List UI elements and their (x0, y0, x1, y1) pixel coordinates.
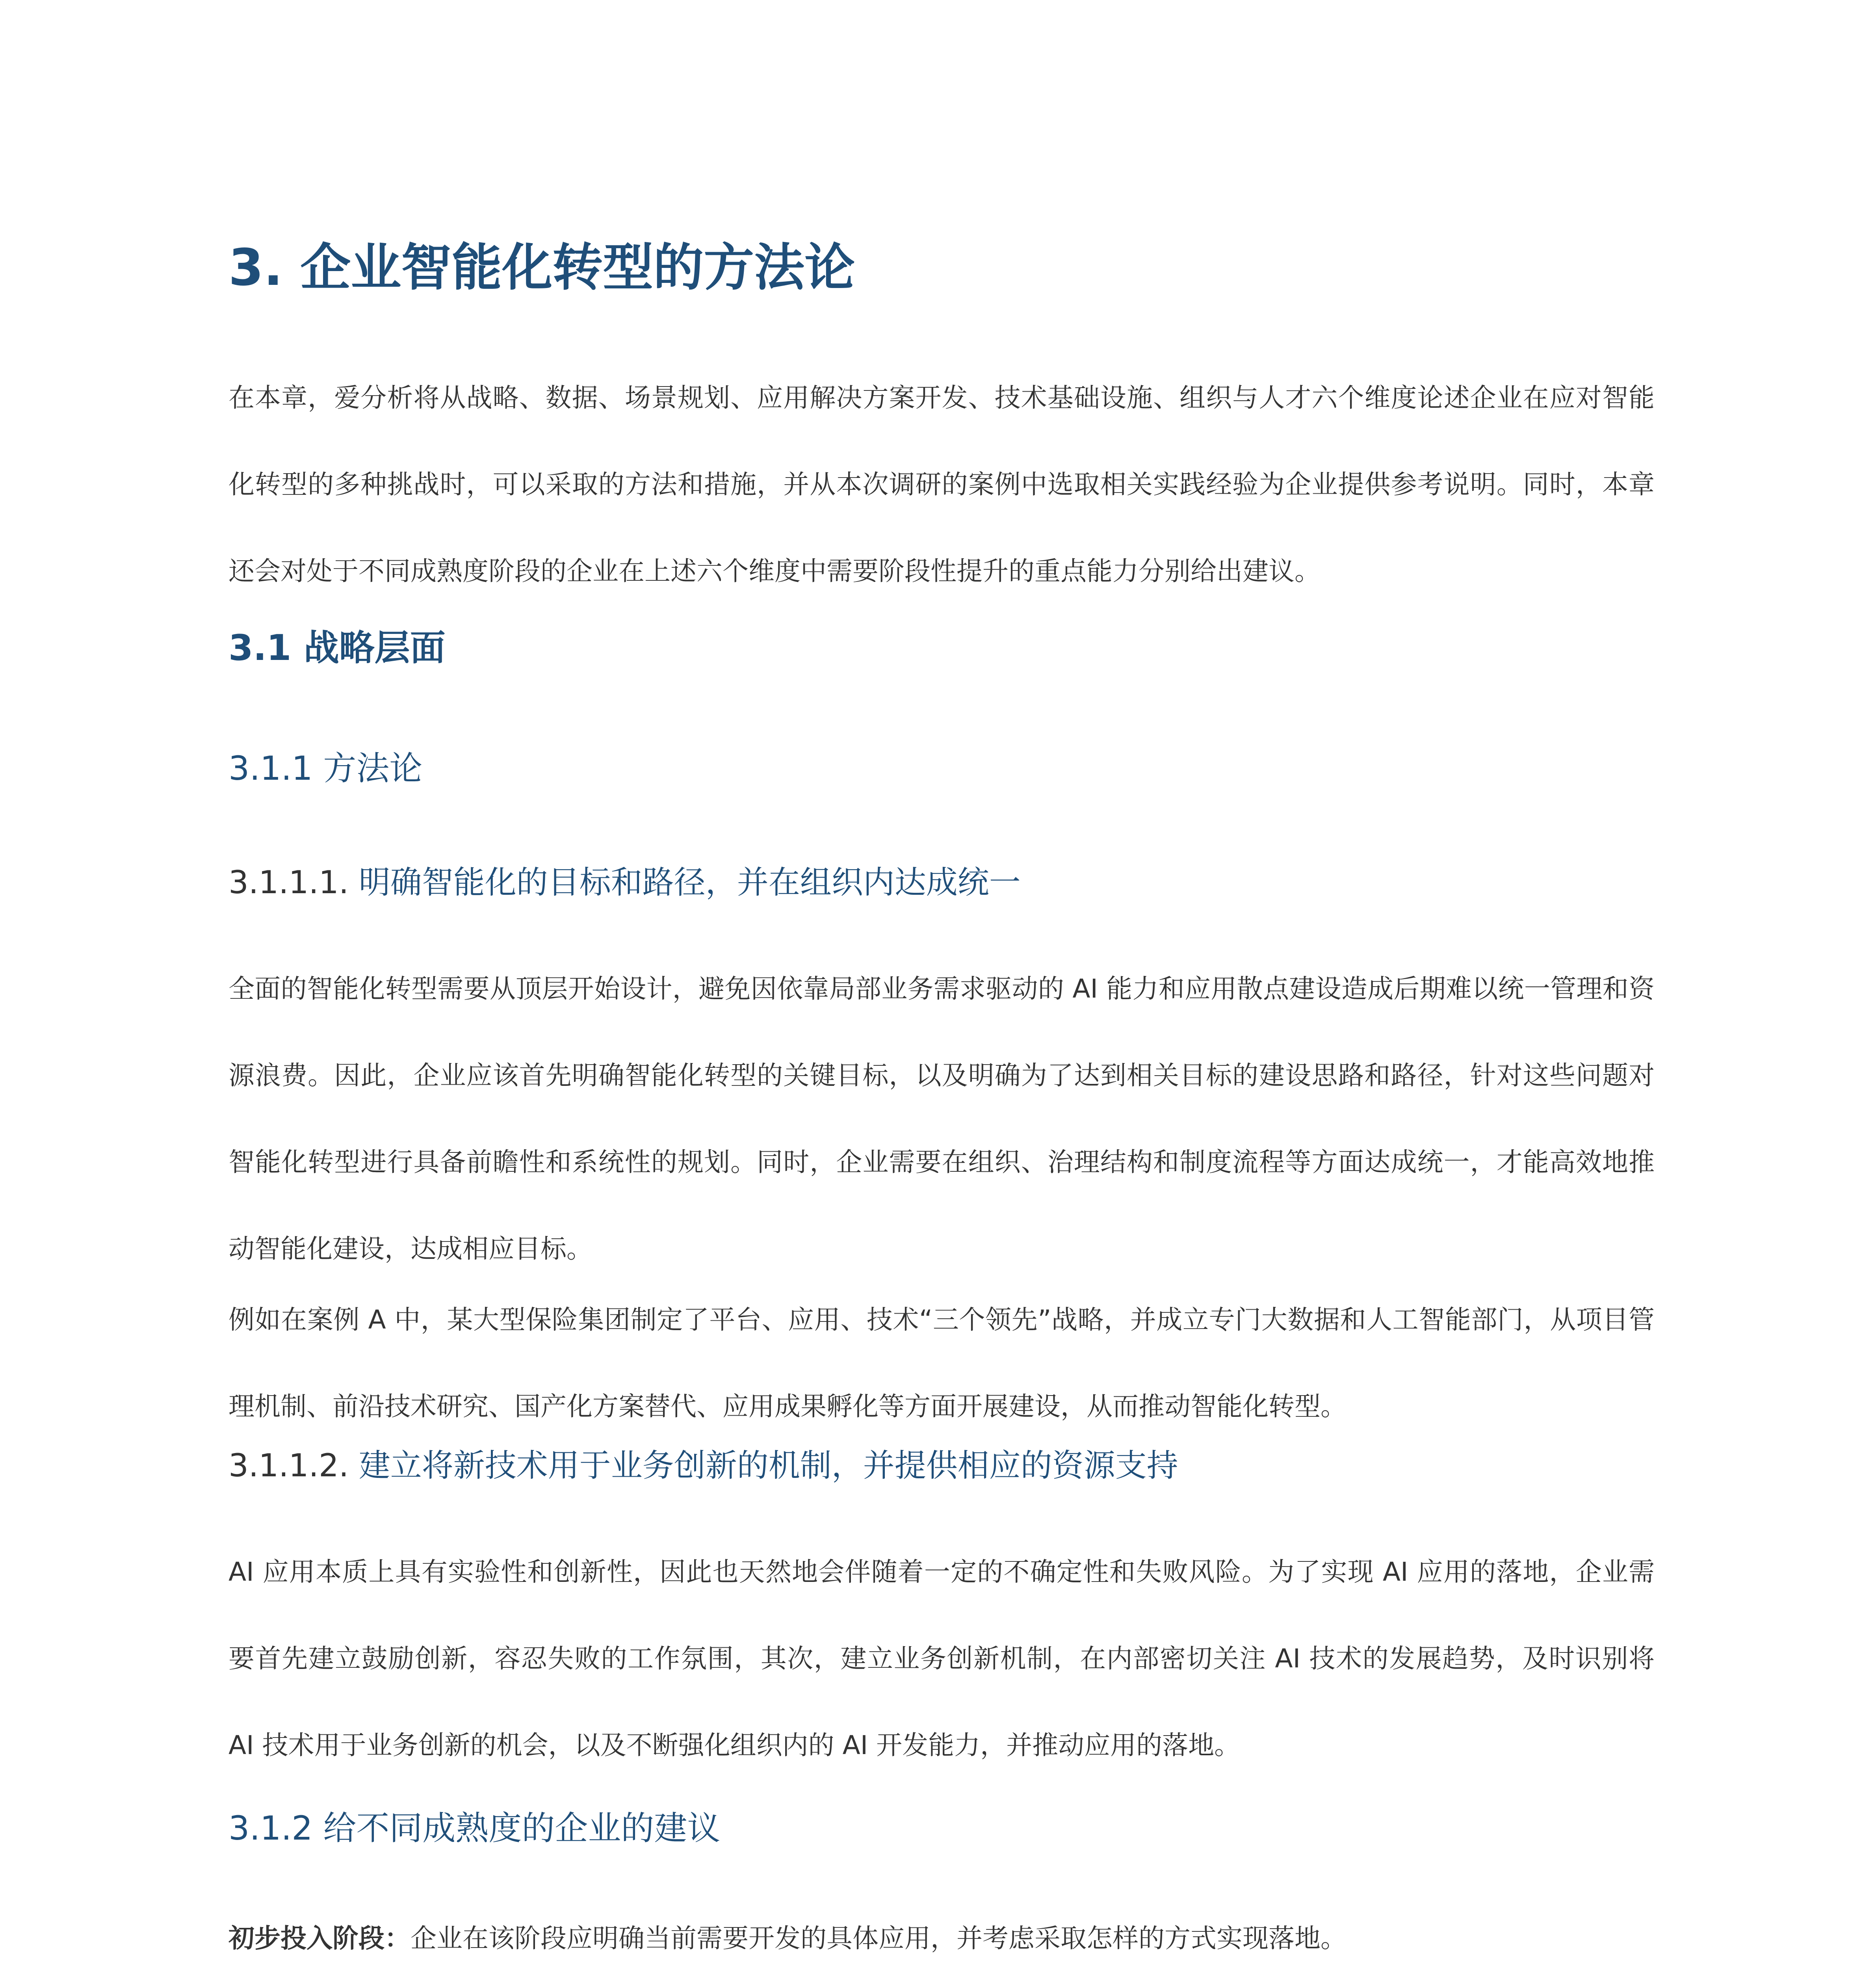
stage-initial-paragraph (228, 1895, 1655, 1970)
paragraph-3-1-1-2: AI 应用本质上具有实验性和创新性，因此也天然地会伴随着一定的不确定性和失败风险。为了实现 AI 应用的落地，企业需要首先建立鼓励创新，容忍失败的工作氛围，其次，建立业务创新机制，在内部密切关注 AI 技术的发展趋势，及时识别将 AI 技术用于业务创新的机会，以及不断强化组织内的 AI 开发能力，并推动应用的落地。 (228, 1557, 1655, 1760)
stage-text: 企业在该阶段应明确当前需要开发的具体应用，并考虑采取怎样的方式实现落地。 (410, 1923, 1347, 1953)
section-title-3-1-1: 3.1.1 方法论 (228, 749, 423, 788)
chapter-title: 3. 企业智能化转型的方法论 (228, 238, 855, 297)
paragraph-3-1-1-1-b: 例如在案例 A 中，某大型保险集团制定了平台、应用、技术“三个领先”战略，并成立专门大数据和人工智能部门，从项目管理机制、前沿技术研究、国产化方案替代、应用成果孵化等方面开展建设，从而推动智能化转型。 (228, 1305, 1655, 1422)
section-number: 3.1.1.2. (228, 1447, 349, 1484)
section-title-3-1: 3.1 战略层面 (228, 627, 446, 669)
section-title-3-1-1-1 (228, 859, 1021, 906)
section-heading-text: 明确智能化的目标和路径，并在组织内达成统一 (358, 864, 1021, 901)
stage-label: 初步投入阶段： (228, 1923, 410, 1953)
section-title-3-1-1-2 (228, 1442, 1178, 1489)
section-title-3-1-2: 3.1.2 给不同成熟度的企业的建议 (228, 1809, 721, 1847)
chapter-intro-paragraph: 在本章，爱分析将从战略、数据、场景规划、应用解决方案开发、技术基础设施、组织与人才六个维度论述企业在应对智能化转型的多种挑战时，可以采取的方法和措施，并从本次调研的案例中选取相关实践经验为企业提供参考说明。同时，本章还会对处于不同成熟度阶段的企业在上述六个维度中需要阶段性提升的重点能力分别给出建议。 (228, 383, 1655, 586)
section-number: 3.1.1.1. (228, 864, 349, 901)
paragraph-3-1-1-1-a: 全面的智能化转型需要从顶层开始设计，避免因依靠局部业务需求驱动的 AI 能力和应用散点建设造成后期难以统一管理和资源浪费。因此，企业应该首先明确智能化转型的关键目标，以及明确为了达到相关目标的建设思路和路径，针对这些问题对智能化转型进行具备前瞻性和系统性的规划。同时，企业需要在组织、治理结构和制度流程等方面达成统一，才能高效地推动智能化建设，达成相应目标。 (228, 974, 1655, 1264)
section-heading-text: 建立将新技术用于业务创新的机制，并提供相应的资源支持 (358, 1447, 1178, 1484)
